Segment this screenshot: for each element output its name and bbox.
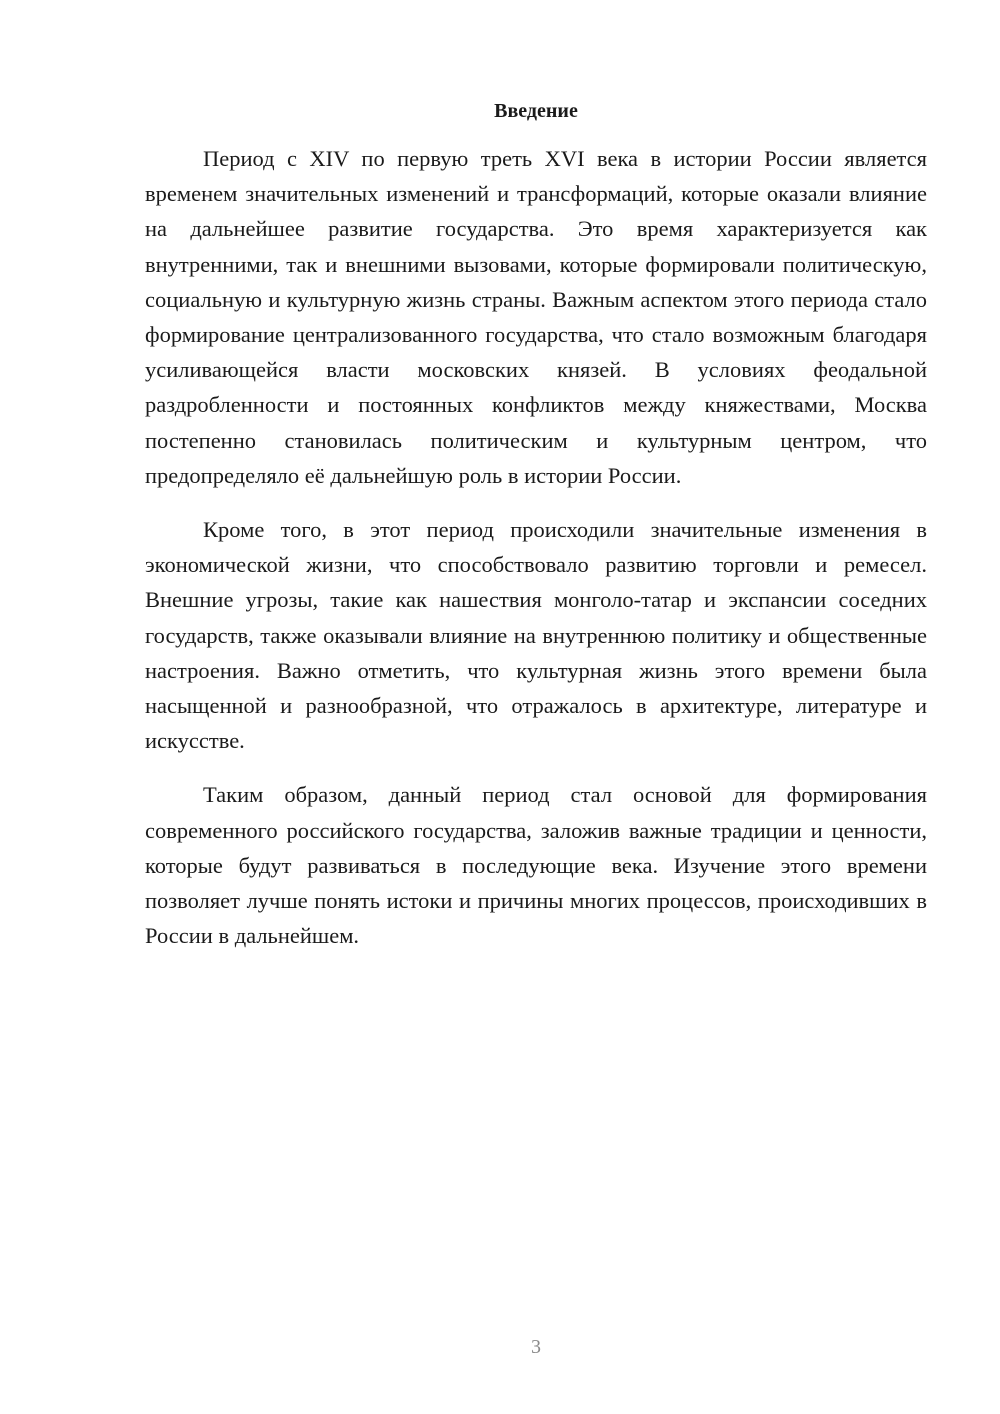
- section-heading: Введение: [494, 100, 578, 122]
- paragraph: Кроме того, в этот период происходили значительные изменения в экономической жизни, что способствовало развитию торговли и ремесел. Внешние угрозы, такие как нашествия монголо-татар и экспансии соседних государств, также оказывали влияние на внутреннюю политику и общественные настроения. Важно отметить, что культурная жизнь этого времени была насыщенной и разнообразной, что отражалось в архитектуре, литературе и искусстве.: [145, 517, 927, 754]
- paragraph: Период с XIV по первую треть XVI века в истории России является временем значительных изменений и трансформаций, которые оказали влияние на дальнейшее развитие государства. Это время характеризуется как внутренними, так и внешними вызовами, которые формировали политическую, социальную и культурную жизнь страны. Важным аспектом этого периода стало формирование централизованного государства, что стало возможным благодаря усиливающейся власти московских князей. В условиях феодальной раздробленности и постоянных конфликтов между княжествами, Москва постепенно становилась политическим и культурным центром, что предопределяло её дальнейшую роль в истории России.: [145, 146, 927, 488]
- body-text: [145, 141, 927, 972]
- paragraph: Таким образом, данный период стал основой для формирования современного российского государства, заложив важные традиции и ценности, которые будут развиваться в последующие века. Изучение этого времени позволяет лучше понять истоки и причины многих процессов, происходивших в России в дальнейшем.: [145, 782, 927, 949]
- page-number: 3: [531, 1336, 541, 1358]
